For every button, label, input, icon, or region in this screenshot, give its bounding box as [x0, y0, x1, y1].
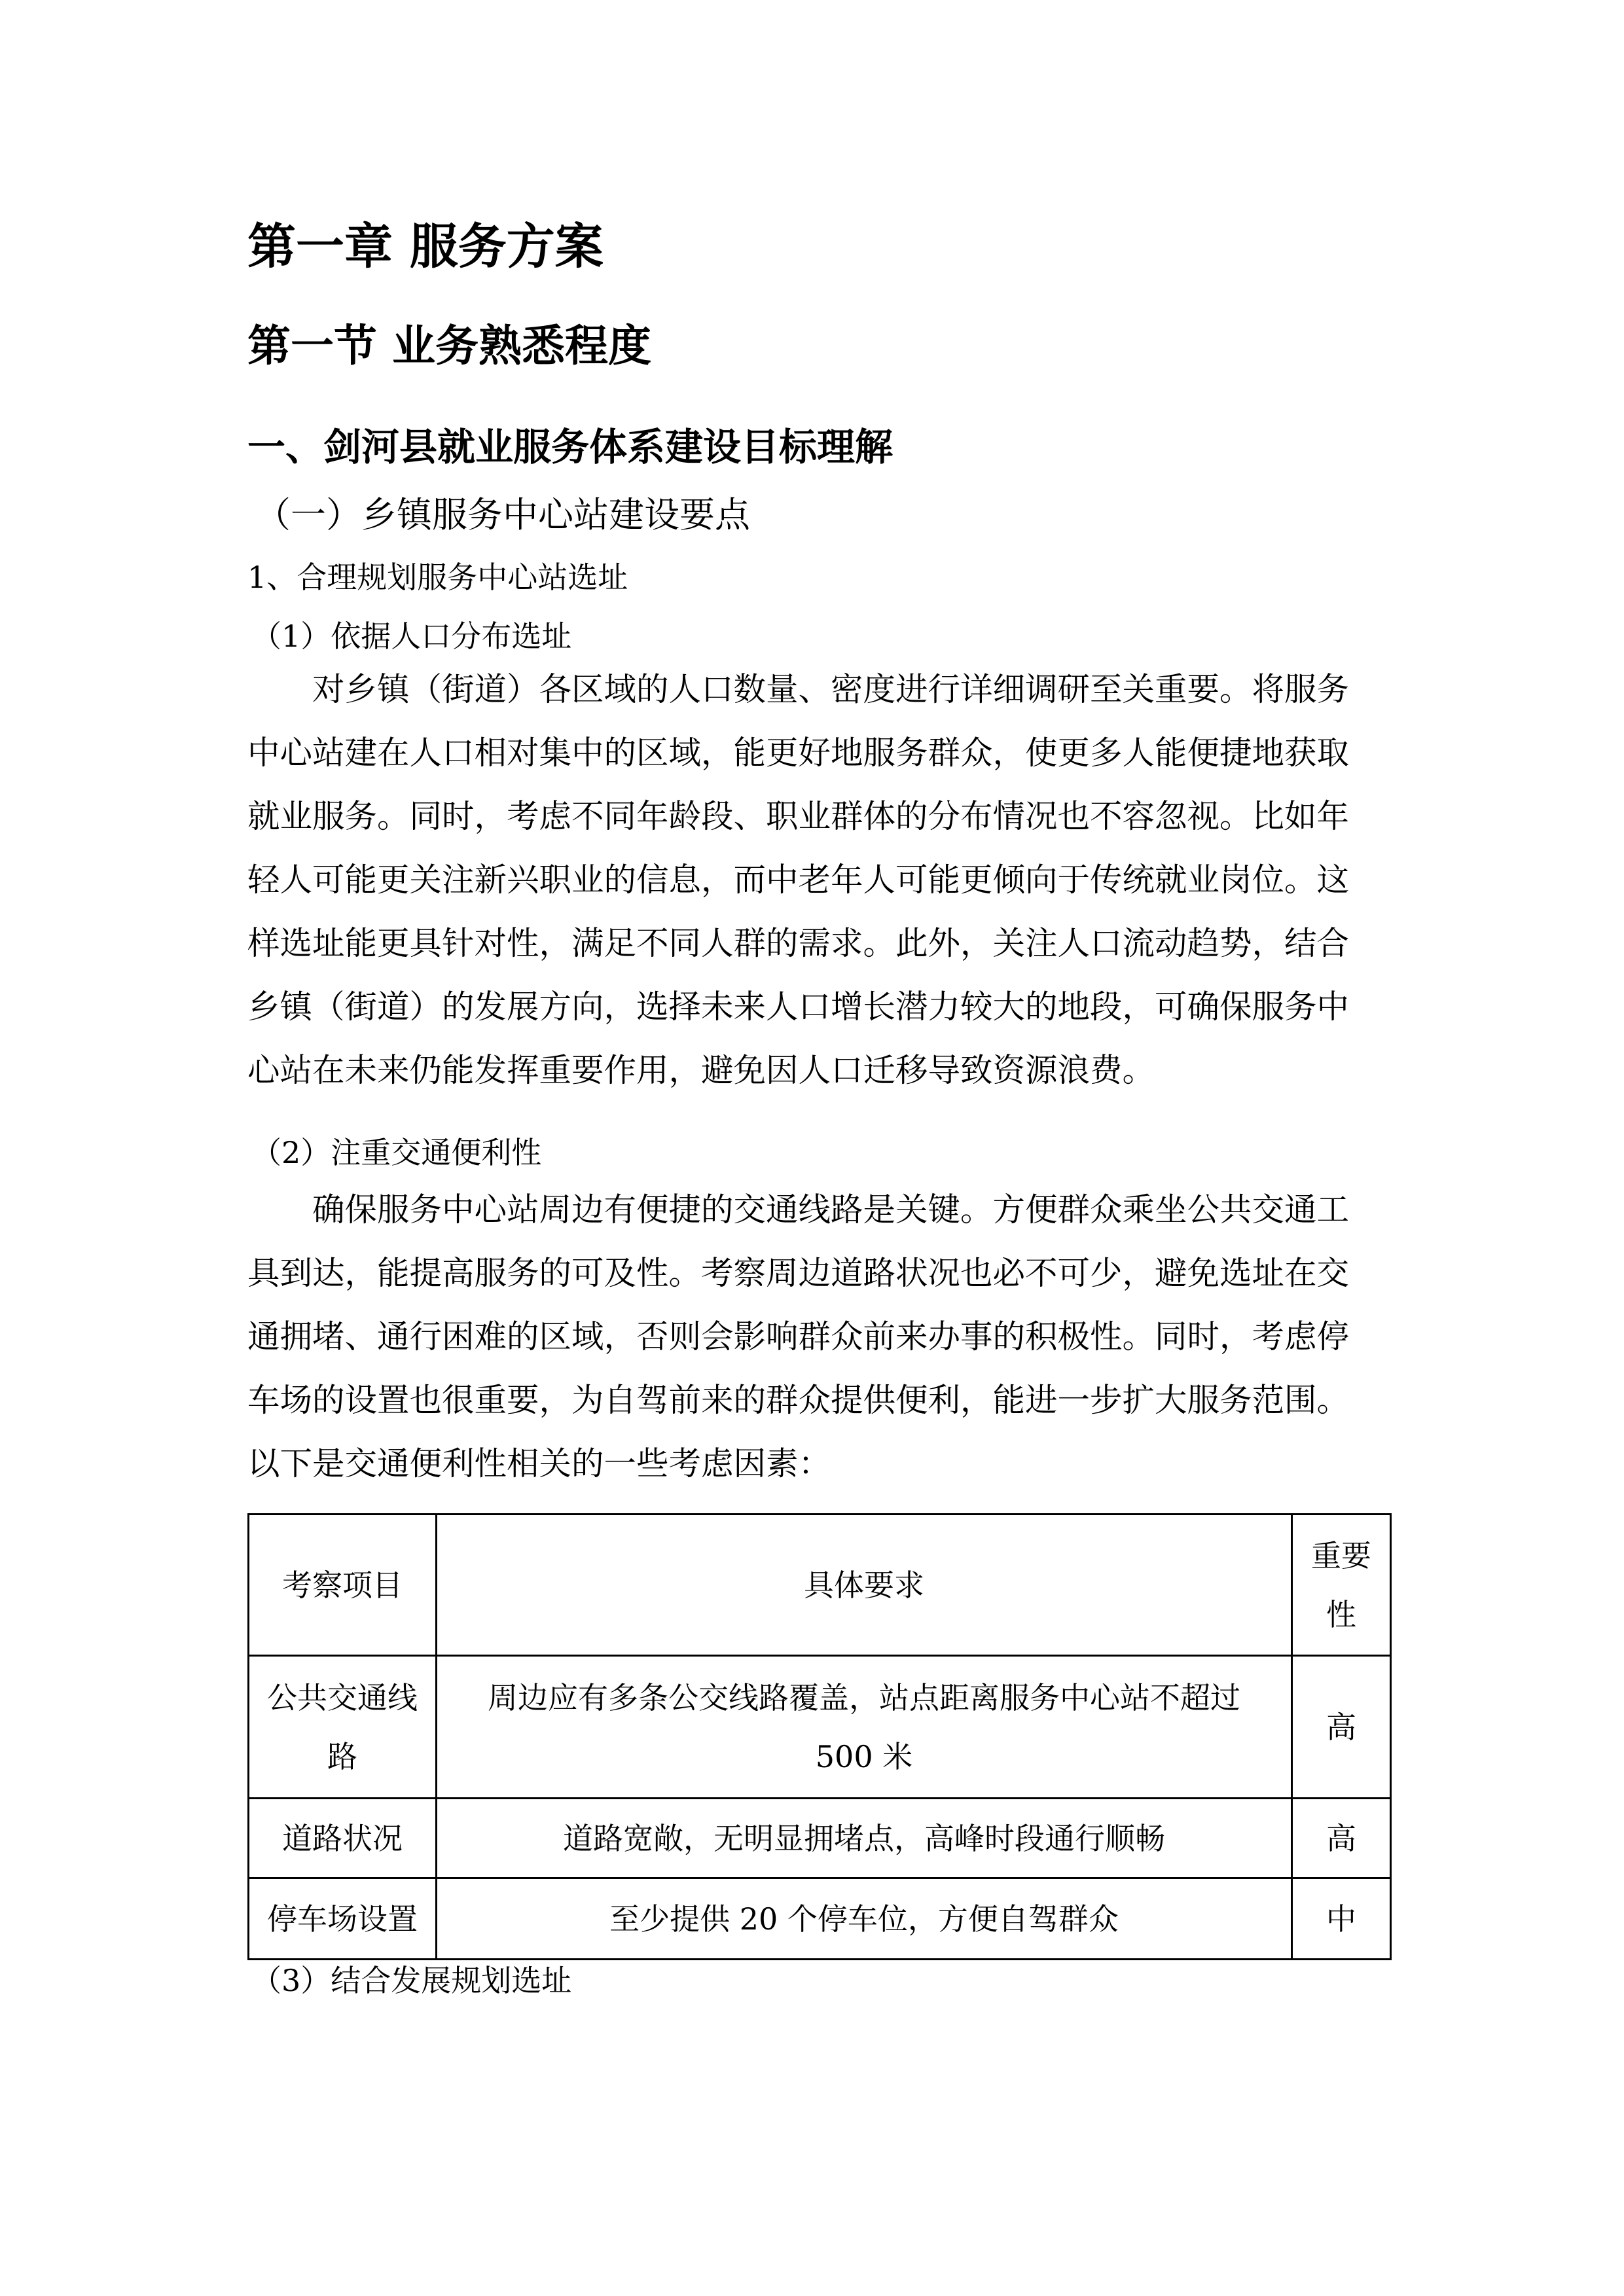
cell-item: 公共交通线 路 [249, 1656, 437, 1799]
cell-requirement: 道路宽敞，无明显拥堵点，高峰时段通行顺畅 [437, 1799, 1292, 1878]
paragraph-line: 就业服务。同时，考虑不同年龄段、职业群体的分布情况也不容忽视。比如年 [247, 797, 1349, 835]
cell-importance: 高 [1292, 1799, 1391, 1878]
cell-item: 停车场设置 [249, 1878, 437, 1960]
chapter-title: 第一章 服务方案 [247, 219, 604, 275]
paragraph-line: 乡镇（街道）的发展方向，选择未来人口增长潜力较大的地段，可确保服务中 [247, 988, 1349, 1026]
table-row [249, 1656, 1391, 1799]
header-cell-importance: 重要 性 [1292, 1515, 1391, 1656]
cell-item: 道路状况 [249, 1799, 437, 1878]
cell-importance: 中 [1292, 1878, 1391, 1960]
table-row [249, 1878, 1391, 1960]
header-cell-item: 考察项目 [249, 1515, 437, 1656]
transport-factors-table [247, 1513, 1392, 1960]
heading-level-1: 一、剑河县就业服务体系建设目标理解 [247, 425, 893, 469]
paragraph-line: 通拥堵、通行困难的区域，否则会影响群众前来办事的积极性。同时，考虑停 [247, 1318, 1349, 1355]
paragraph-line: 以下是交通便利性相关的一些考虑因素： [247, 1444, 831, 1482]
cell-requirement: 周边应有多条公交线路覆盖，站点距离服务中心站不超过 500 米 [437, 1656, 1292, 1799]
paragraph-line: 具到达，能提高服务的可及性。考察周边道路状况也必不可少，避免选址在交 [247, 1254, 1349, 1292]
subsection-title-transport: （2）注重交通便利性 [251, 1135, 542, 1170]
paragraph-line: 中心站建在人口相对集中的区域，能更好地服务群众，使更多人能便捷地获取 [247, 734, 1349, 772]
subsection-title-population: （1）依据人口分布选址 [251, 619, 572, 654]
paragraph-line: 确保服务中心站周边有便捷的交通线路是关键。方便群众乘坐公共交通工 [247, 1191, 1349, 1229]
header-cell-requirement: 具体要求 [437, 1515, 1292, 1656]
table-header-row [249, 1515, 1391, 1656]
subsection-title-planning: （3）结合发展规划选址 [251, 1963, 572, 1998]
cell-requirement: 至少提供 20 个停车位，方便自驾群众 [437, 1878, 1292, 1960]
paragraph-line: 对乡镇（街道）各区域的人口数量、密度进行详细调研至关重要。将服务 [247, 670, 1349, 708]
paragraph-line: 样选址能更具针对性，满足不同人群的需求。此外，关注人口流动趋势，结合 [247, 924, 1349, 962]
heading-level-2: （一）乡镇服务中心站建设要点 [255, 494, 750, 535]
table-row [249, 1799, 1391, 1878]
heading-level-3: 1、合理规划服务中心站选址 [247, 560, 628, 595]
paragraph-line: 心站在未来仍能发挥重要作用，避免因人口迁移导致资源浪费。 [247, 1051, 1155, 1089]
paragraph-transport [247, 1178, 1390, 1496]
cell-importance: 高 [1292, 1656, 1391, 1799]
paragraph-line: 车场的设置也很重要，为自驾前来的群众提供便利，能进一步扩大服务范围。 [247, 1381, 1349, 1419]
paragraph-population [247, 658, 1390, 1102]
section-title: 第一节 业务熟悉程度 [247, 321, 651, 371]
paragraph-line: 轻人可能更关注新兴职业的信息，而中老年人可能更倾向于传统就业岗位。这 [247, 861, 1349, 899]
